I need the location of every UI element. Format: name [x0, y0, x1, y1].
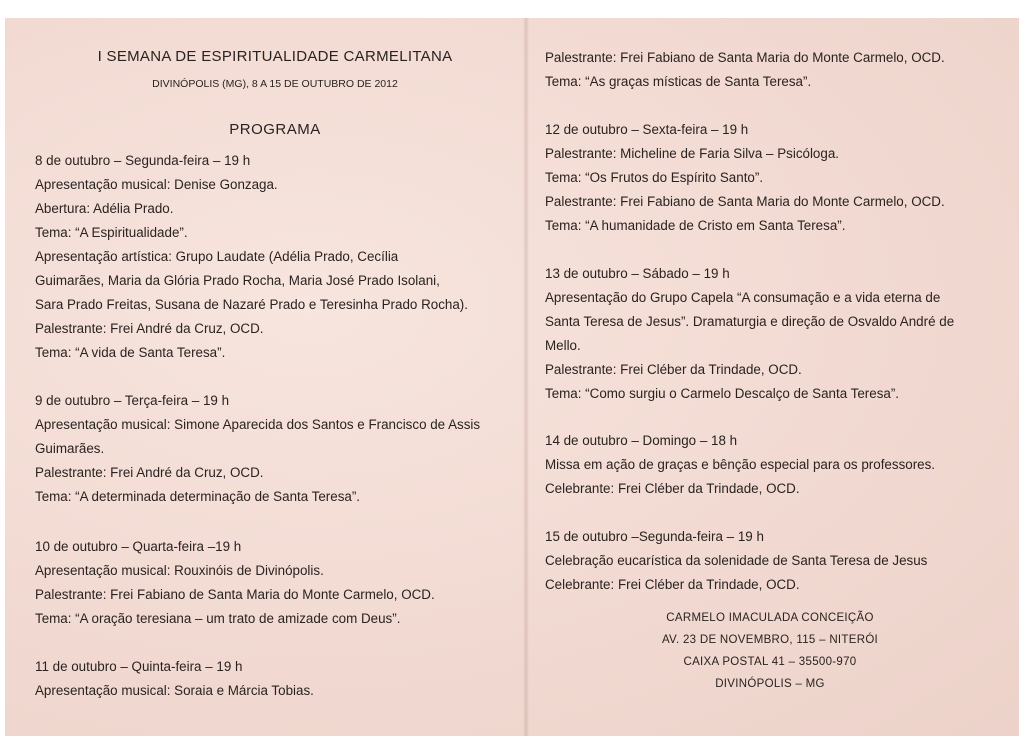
- program-line: Tema: “Como surgiu o Carmelo Descalço de Santa Teresa”.: [545, 386, 900, 401]
- program-line: Palestrante: Frei André da Cruz, OCD.: [35, 465, 264, 480]
- program-line: Guimarães, Maria da Glória Prado Rocha, Maria José Prado Isolani,: [35, 273, 440, 288]
- program-line: Tema: “A oração teresiana – um trato de amizade com Deus”.: [35, 611, 401, 626]
- program-line: Santa Teresa de Jesus”. Dramaturgia e direção de Osvaldo André de: [545, 314, 955, 329]
- program-line: Abertura: Adélia Prado.: [35, 201, 174, 216]
- program-line: Apresentação musical: Rouxinóis de Divinópolis.: [35, 563, 324, 578]
- program-line: Mello.: [545, 338, 581, 353]
- program-heading: PROGRAMA: [229, 121, 321, 138]
- program-line: Celebrante: Frei Cléber da Trindade, OCD.: [545, 577, 800, 592]
- day-heading: 12 de outubro – Sexta-feira – 19 h: [545, 122, 749, 137]
- program-line: Guimarães.: [35, 441, 105, 456]
- program-line: Apresentação do Grupo Capela “A consumação e a vida eterna de: [545, 290, 941, 305]
- program-line: Sara Prado Freitas, Susana de Nazaré Prado e Teresinha Prado Rocha).: [35, 297, 468, 312]
- program-line: Palestrante: Frei Fabiano de Santa Maria do Monte Carmelo, OCD.: [545, 194, 945, 209]
- day-heading: 15 de outubro –Segunda-feira – 19 h: [545, 529, 764, 544]
- event-subtitle: DIVINÓPOLIS (MG), 8 A 15 DE OUTUBRO DE 2012: [152, 78, 398, 90]
- program-line: Tema: “As graças místicas de Santa Teresa”.: [545, 74, 812, 89]
- footer-address: AV. 23 DE NOVEMBRO, 115 – NITERÓI: [661, 634, 879, 646]
- program-line: Tema: “A Espiritualidade”.: [35, 225, 188, 240]
- program-line: Missa em ação de graças e bênção especial para os professores.: [545, 457, 936, 472]
- day-heading: 11 de outubro – Quinta-feira – 19 h: [35, 659, 243, 674]
- fold-line: [523, 18, 529, 736]
- day-heading: 8 de outubro – Segunda-feira – 19 h: [35, 153, 251, 168]
- day-heading: 13 de outubro – Sábado – 19 h: [545, 266, 730, 281]
- program-line: Palestrante: Frei André da Cruz, OCD.: [35, 321, 264, 336]
- program-line: Celebrante: Frei Cléber da Trindade, OCD.: [545, 481, 800, 496]
- program-line: Palestrante: Frei Fabiano de Santa Maria do Monte Carmelo, OCD.: [545, 50, 945, 65]
- footer-city: DIVINÓPOLIS – MG: [715, 678, 825, 690]
- program-line: Palestrante: Frei Cléber da Trindade, OCD.: [545, 362, 802, 377]
- program-line: Tema: “A vida de Santa Teresa”.: [35, 345, 226, 360]
- program-line: Palestrante: Micheline de Faria Silva – Psicóloga.: [545, 146, 839, 161]
- day-heading: 9 de outubro – Terça-feira – 19 h: [35, 393, 230, 408]
- program-line: Tema: “Os Frutos do Espírito Santo”.: [545, 170, 764, 185]
- footer-postal: CAIXA POSTAL 41 – 35500-970: [683, 656, 857, 668]
- program-line: Celebração eucarística da solenidade de Santa Teresa de Jesus: [545, 553, 928, 568]
- program-line: Apresentação musical: Denise Gonzaga.: [35, 177, 278, 192]
- program-line: Apresentação artística: Grupo Laudate (Adélia Prado, Cecília: [35, 249, 399, 264]
- day-heading: 10 de outubro – Quarta-feira –19 h: [35, 539, 242, 554]
- program-line: Palestrante: Frei Fabiano de Santa Maria do Monte Carmelo, OCD.: [35, 587, 435, 602]
- program-sheet: [5, 18, 1019, 736]
- footer-org: CARMELO IMACULADA CONCEIÇÃO: [666, 612, 874, 624]
- program-line: Tema: “A determinada determinação de Santa Teresa”.: [35, 489, 361, 504]
- program-line: Apresentação musical: Soraia e Márcia Tobias.: [35, 683, 314, 698]
- program-line: Apresentação musical: Simone Aparecida dos Santos e Francisco de Assis: [35, 417, 481, 432]
- event-title: I SEMANA DE ESPIRITUALIDADE CARMELITANA: [97, 48, 453, 65]
- program-line: Tema: “A humanidade de Cristo em Santa Teresa”.: [545, 218, 846, 233]
- day-heading: 14 de outubro – Domingo – 18 h: [545, 433, 738, 448]
